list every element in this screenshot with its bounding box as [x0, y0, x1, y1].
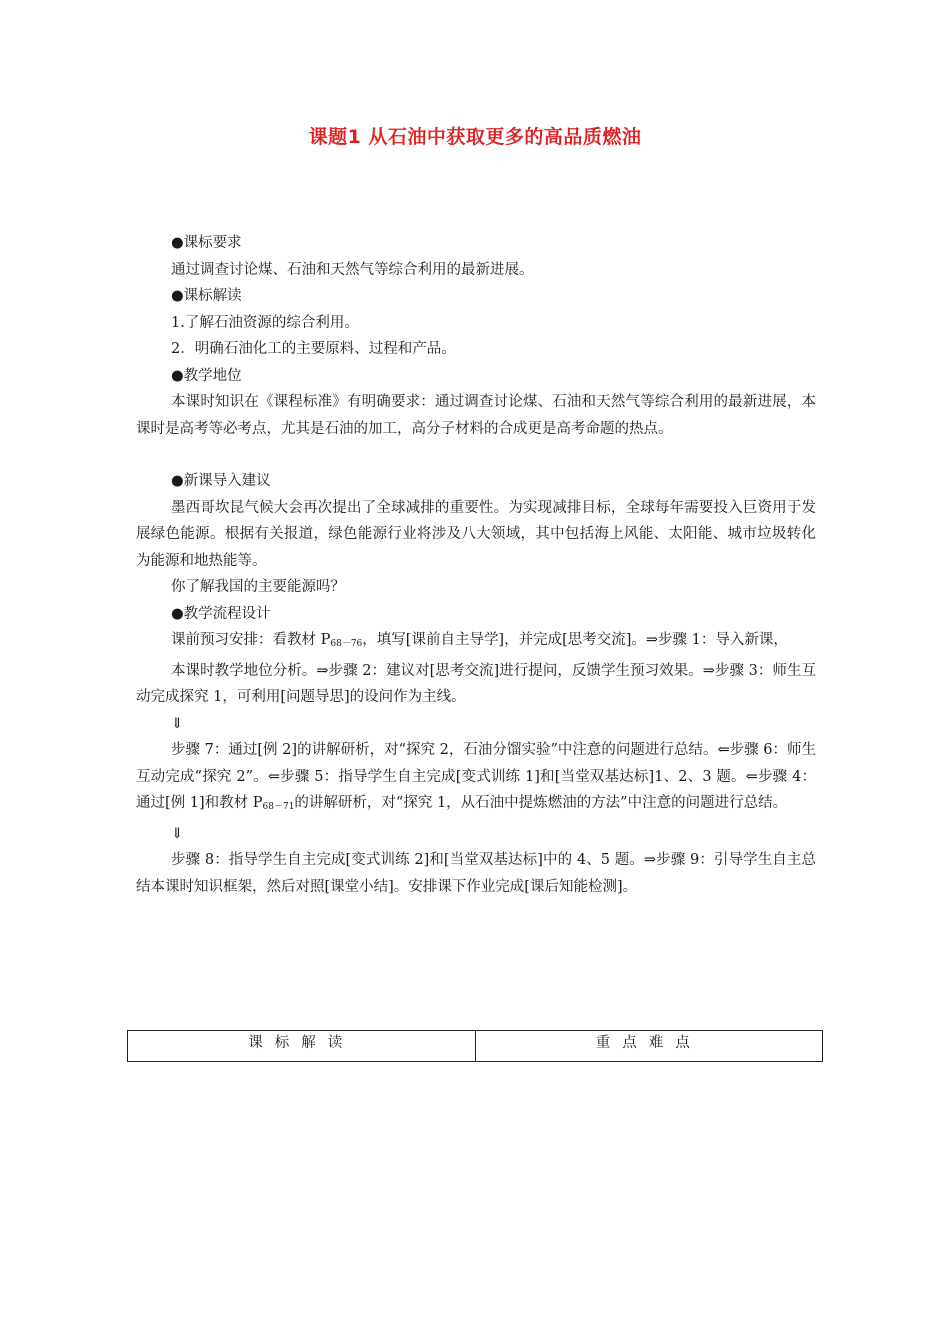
down-arrow-icon: ⇓: [171, 825, 184, 842]
section-heading-curriculum-requirements: ●课标要求: [171, 235, 242, 251]
table-header-cell: 课标解读: [128, 1031, 476, 1061]
paragraph: 步骤 8：指导学生自主完成[变式训练 2]和[当堂双基达标]中的 4、5 题。⇒步骤 9：引导学生自主总结本课时知识框架，然后对照[课堂小结]。安排课下作业完成[课后知能检测]。: [136, 852, 816, 895]
list-item: 1.了解石油资源的综合利用。: [171, 314, 359, 331]
paragraph: [136, 627, 816, 658]
text-run: 的讲解研析，对“探究 1，从石油中提炼燃油的方法”中注意的问题进行总结。: [294, 795, 788, 811]
page-range-subscript: 68－76: [330, 639, 363, 649]
table-header-cell: 重点难点: [595, 1035, 702, 1051]
header-table: [127, 1030, 823, 1062]
page-range-subscript: 68－71: [262, 802, 295, 812]
list-item: 2．明确石油化工的主要原料、过程和产品。: [171, 341, 456, 357]
section-heading-teaching-position: ●教学地位: [171, 367, 242, 384]
paragraph: 墨西哥坎昆气候大会再次提出了全球减排的重要性。为实现减排目标，全球每年需要投入巨资用于发展绿色能源。根据有关报道，绿色能源行业将涉及八大领域，其中包括海上风能、太阳能、城市垃圾转化为能源和地热能等。: [136, 499, 816, 569]
document-body: [136, 230, 816, 900]
text-run: 步骤 7：通过[例 2]的讲解研析，对“探究 2，石油分馏实验”中注意的问题进行总结。⇐步骤 6：师生互动完成“探究 2”。⇐步骤 5：指导学生自主完成[变式训练 1]和[当堂双基达标]1、2、3 题。⇐步骤 4：通过[例 1]和教材 P: [136, 742, 816, 811]
text-run: ，填写[课前自主导学]，并完成[思考交流]。⇒步骤 1：导入新课，: [362, 632, 788, 648]
paragraph: 你了解我国的主要能源吗？: [171, 579, 345, 595]
down-arrow-icon: ⇓: [171, 715, 184, 732]
paragraph: [136, 737, 816, 821]
section-heading-lesson-intro: ●新课导入建议: [171, 473, 271, 489]
paragraph: 本课时知识在《课程标准》有明确要求：通过调查讨论煤、石油和天然气等综合利用的最新进展，本课时是高考等必考点，尤其是石油的加工，高分子材料的合成更是高考命题的热点。: [136, 394, 816, 437]
text-run: 课前预习安排：看教材 P: [171, 632, 331, 648]
paragraph: 本课时教学地位分析。⇒步骤 2：建议对[思考交流]进行提问，反馈学生预习效果。⇒步骤 3：师生互动完成探究 1，可利用[问题导思]的设问作为主线。: [136, 662, 816, 705]
section-heading-curriculum-interpretation: ●课标解读: [171, 288, 242, 304]
section-heading-teaching-flow: ●教学流程设计: [171, 605, 271, 622]
page-title: 课题1 从石油中获取更多的高品质燃油: [308, 126, 642, 148]
paragraph: 通过调查讨论煤、石油和天然气等综合利用的最新进展。: [171, 261, 534, 278]
